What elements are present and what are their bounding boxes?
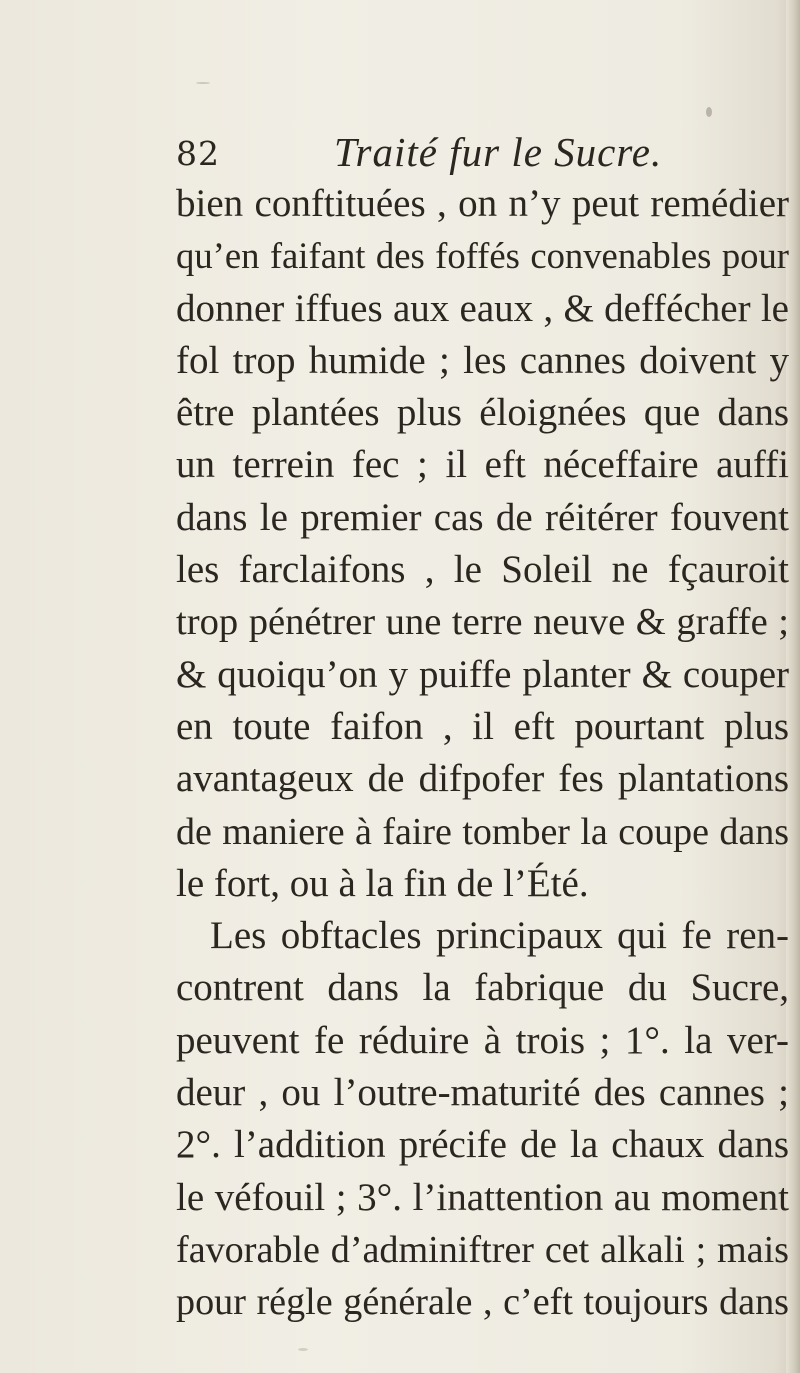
paper-speck <box>298 1348 308 1351</box>
paragraph-start-line: Les obftacles principaux qui fe ren- <box>210 914 789 958</box>
text-line: contrent dans la fabrique du Sucre, <box>176 966 789 1010</box>
text-line: 2°. l’addition précife de la chaux dans <box>176 1123 789 1167</box>
page-header <box>176 128 776 178</box>
text-line: les farclaifons , le Soleil ne fçauroit <box>176 548 789 592</box>
text-line: & quoiqu’on y puiffe planter & couper <box>176 652 789 696</box>
paragraph-end-line: le fort, ou à la fin de l’Été. <box>176 861 589 905</box>
paper-speck <box>706 107 712 117</box>
text-line: deur , ou l’outre-maturité des cannes ; <box>176 1071 789 1115</box>
text-line: être plantées plus éloignées que dans <box>176 391 789 435</box>
page-number: 82 <box>176 134 220 173</box>
text-line: bien conftituées , on n’y peut remédier <box>176 182 789 225</box>
text-line: le véfouil ; 3°. l’inattention au moment <box>176 1175 789 1219</box>
text-line: pour régle générale , c’eft toujours dans <box>176 1281 789 1324</box>
text-line: fol trop humide ; les cannes doivent y <box>176 338 789 382</box>
text-line: trop pénétrer une terre neuve & graffe ; <box>176 601 789 644</box>
text-line: peuvent fe réduire à trois ; 1°. la ver- <box>176 1018 789 1062</box>
paper-speck <box>196 82 210 84</box>
text-line: avantageux de difpofer fes plantations <box>176 757 789 801</box>
text-line: donner iffues aux eaux , & deffécher le <box>176 286 789 330</box>
running-title: Traité fur le Sucre. <box>334 129 663 175</box>
text-line: en toute faifon , il eft pourtant plus <box>176 704 789 748</box>
text-line: qu’en faifant des foffés convenables pour <box>176 235 789 277</box>
text-line: dans le premier cas de réitérer fouvent <box>176 495 789 539</box>
text-line: favorable d’adminiftrer cet alkali ; mais <box>176 1228 789 1271</box>
text-line: un terrein fec ; il eft néceffaire auffi <box>176 443 789 487</box>
text-line: de maniere à faire tomber la coupe dans <box>176 810 789 853</box>
body-text <box>176 178 789 1329</box>
